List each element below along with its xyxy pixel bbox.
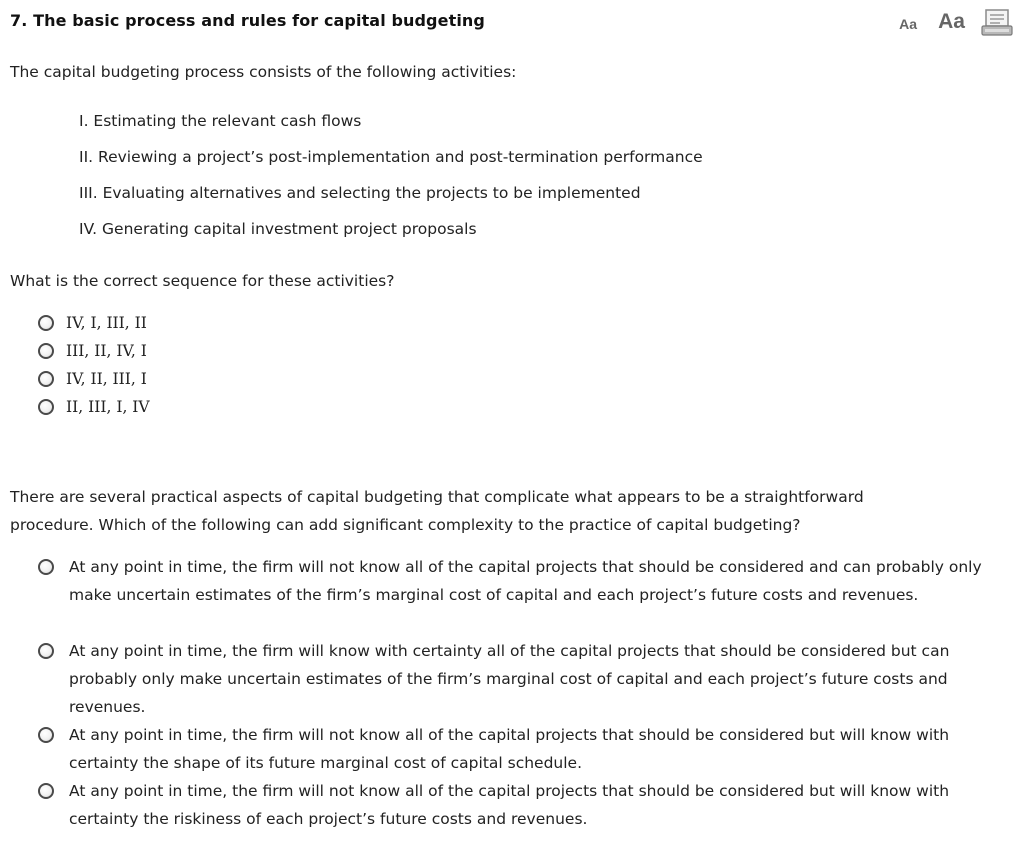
sequence-option-4[interactable]: [38, 395, 150, 419]
radio-button[interactable]: [38, 315, 54, 331]
complexity-prompt: There are several practical aspects of capital budgeting that complicate what appears to be a straightforward procedure. Which of the following can add significant complexity to the practice of capital budgeting?: [10, 488, 864, 534]
option-label: At any point in time, the firm will not know all of the capital projects that should be considered and can probably only make uncertain estimates of the firm’s marginal cost of capital and each project’s future costs and revenues.: [69, 558, 982, 604]
radio-button[interactable]: [38, 399, 54, 415]
option-label: At any point in time, the firm will not know all of the capital projects that should be considered but will know with certainty the shape of its future marginal cost of capital schedule.: [69, 726, 950, 772]
radio-button[interactable]: [38, 371, 54, 387]
activity-item-2: II. Reviewing a project’s post-implementation and post-termination performance: [79, 148, 703, 166]
process-intro: The capital budgeting process consists of the following activities:: [10, 63, 517, 81]
option-label: At any point in time, the firm will know with certainty all of the capital projects that should be considered but can probably only make uncertain estimates of the firm’s marginal cost of capital and each project’s future costs and revenues.: [69, 642, 950, 716]
option-label: II, III, I, IV: [66, 398, 150, 416]
sequence-option-3[interactable]: [38, 367, 147, 391]
option-label: IV, I, III, II: [66, 314, 147, 332]
complexity-option-1[interactable]: [38, 553, 1008, 637]
complexity-option-2[interactable]: [38, 637, 1008, 721]
sequence-prompt: What is the correct sequence for these activities?: [10, 272, 395, 290]
radio-button[interactable]: [38, 559, 54, 575]
toolbar: [874, 8, 1014, 38]
print-icon: [980, 8, 1014, 38]
radio-button[interactable]: [38, 727, 54, 743]
option-label: IV, II, III, I: [66, 370, 147, 388]
complexity-option-3[interactable]: [38, 721, 1008, 777]
question-header: [10, 8, 1014, 38]
print-button[interactable]: [980, 8, 1014, 38]
radio-button[interactable]: [38, 643, 54, 659]
sequence-option-2[interactable]: [38, 339, 147, 363]
option-label: At any point in time, the firm will not know all of the capital projects that should be considered but will know with certainty the riskiness of each project’s future costs and revenues.: [69, 782, 950, 828]
radio-button[interactable]: [38, 343, 54, 359]
activity-item-3: III. Evaluating alternatives and selecting the projects to be implemented: [79, 184, 641, 202]
activity-item-4: IV. Generating capital investment project proposals: [79, 220, 477, 238]
sequence-option-1[interactable]: [38, 311, 147, 335]
complexity-option-4[interactable]: [38, 777, 1008, 833]
activity-item-1: I. Estimating the relevant cash flows: [79, 112, 362, 130]
question-title: 7. The basic process and rules for capital budgeting: [10, 11, 485, 30]
font-size-small-button[interactable]: Aa: [899, 16, 917, 32]
font-size-large-button[interactable]: Aa: [938, 10, 965, 33]
radio-button[interactable]: [38, 783, 54, 799]
option-label: III, II, IV, I: [66, 342, 147, 360]
